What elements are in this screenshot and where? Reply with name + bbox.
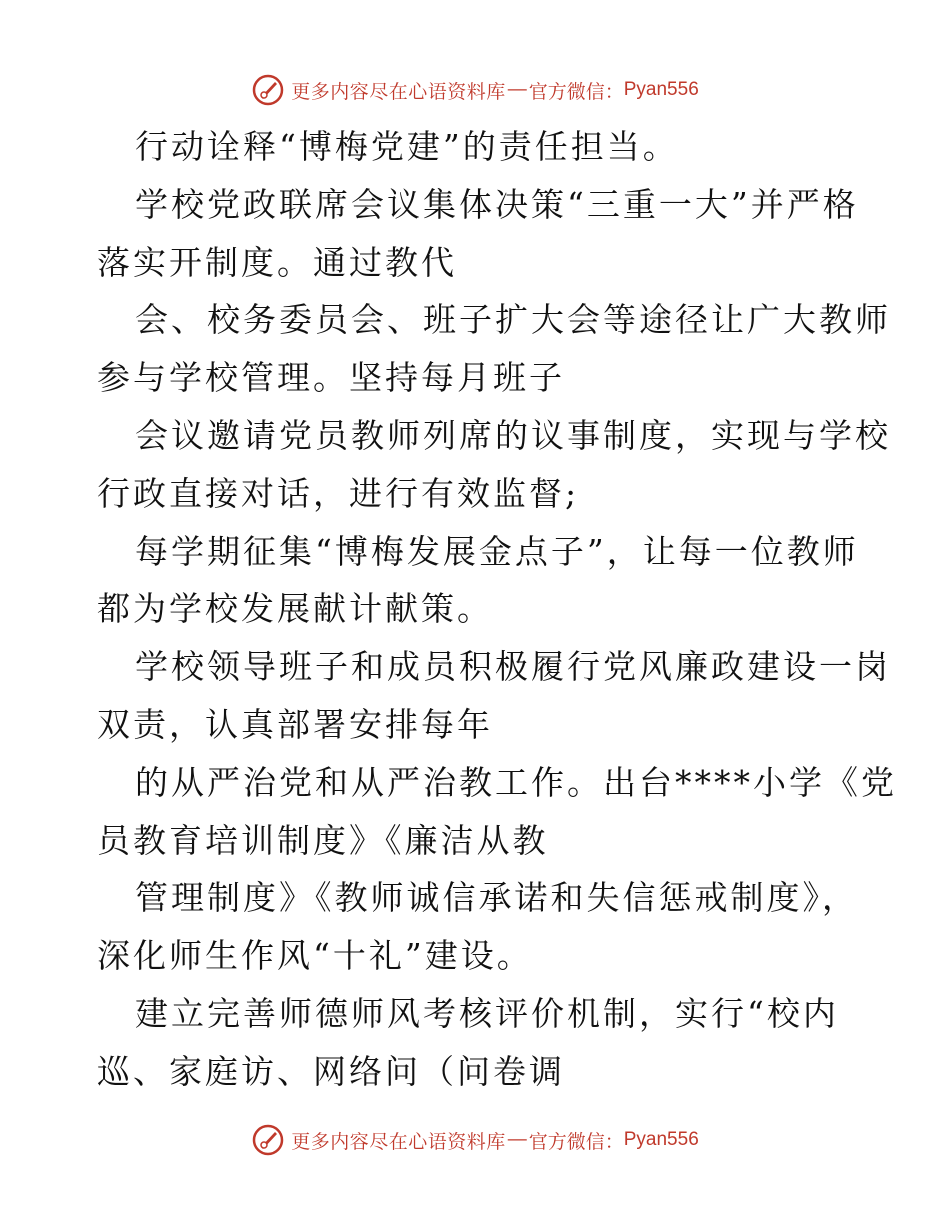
text-line: 行政直接对话，进行有效监督; [97, 473, 580, 513]
text-line: 会、校务委员会、班子扩大会等途径让广大教师 [135, 300, 891, 340]
text-line: 落实开制度。通过教代 [97, 242, 457, 282]
text-line: 行动诠释“博梅党建”的责任担当。 [135, 127, 679, 166]
header-watermark [0, 70, 950, 110]
quill-logo-icon [251, 1123, 285, 1157]
text-line: 学校领导班子和成员积极履行党风廉政建设一岗 [135, 647, 891, 687]
watermark-contact-label: 官方微信： [528, 1131, 624, 1153]
text-line: 每学期征集“博梅发展金点子”，让每一位教师 [135, 531, 859, 571]
quill-logo-icon [251, 73, 285, 107]
watermark-contact-id: Pyan556 [623, 79, 699, 100]
text-line: 参与学校管理。坚持每月班子 [97, 358, 565, 398]
watermark-contact-id: Pyan556 [623, 1129, 699, 1150]
text-line: 建立完善师德师风考核评价机制，实行“校内 [135, 993, 839, 1033]
watermark-contact-label: 官方微信： [528, 81, 624, 103]
text-line: 的从严治党和从严治教工作。出台****小学《党 [135, 762, 897, 802]
document-body [97, 118, 897, 1101]
text-line: 双责，认真部署安排每年 [97, 704, 493, 744]
footer-watermark [0, 1120, 950, 1160]
text-line: 学校党政联席会议集体决策“三重一大”并严格 [135, 184, 859, 224]
watermark-text: 更多内容尽在心语资料库 [291, 1131, 506, 1153]
watermark-separator: — [507, 79, 527, 100]
text-line: 深化师生作风“十礼”建设。 [97, 936, 533, 976]
text-line: 员教育培训制度》《廉洁从教 [97, 820, 549, 860]
text-line: 会议邀请党员教师列席的议事制度，实现与学校 [135, 415, 891, 455]
watermark-text: 更多内容尽在心语资料库 [291, 81, 506, 103]
text-line: 都为学校发展献计献策。 [97, 589, 493, 629]
text-line: 巡、家庭访、网络问（问卷调 [97, 1051, 565, 1091]
text-line: 管理制度》《教师诚信承诺和失信惩戒制度》， [135, 878, 858, 918]
watermark-separator: — [507, 1129, 527, 1150]
